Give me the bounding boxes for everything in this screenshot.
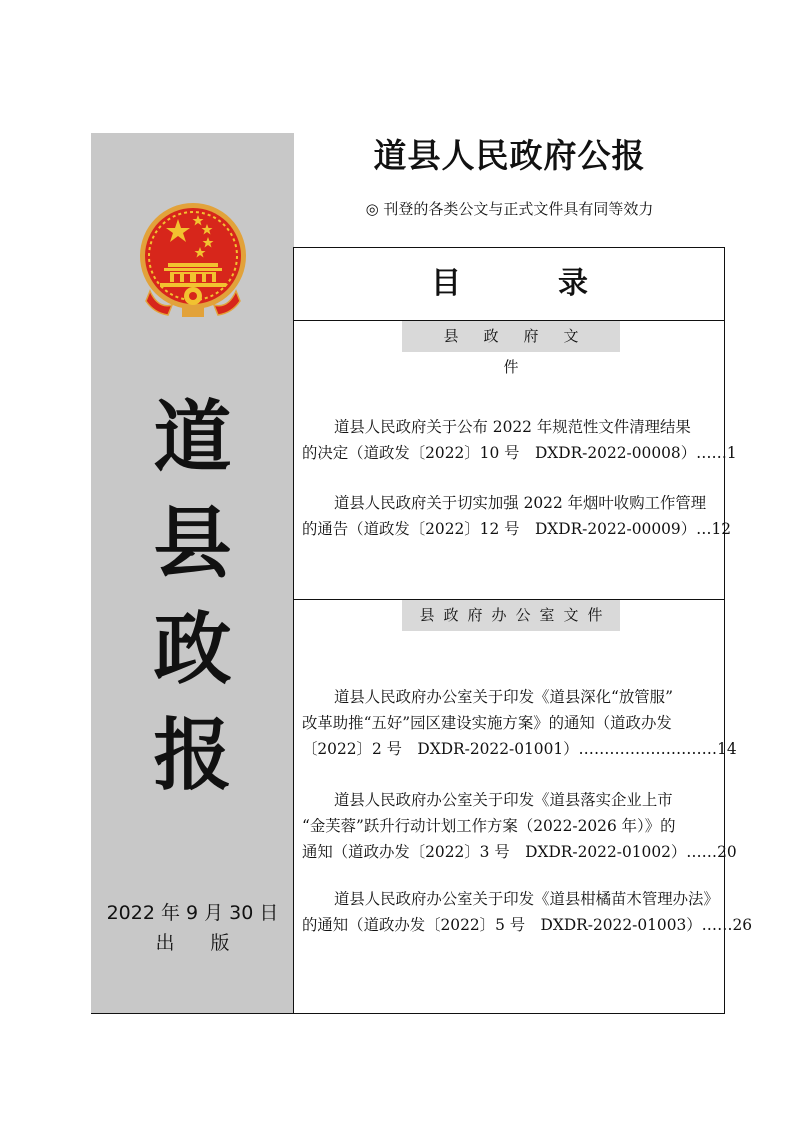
toc-entry-line: 道县人民政府办公室关于印发《道县柑橘苗木管理办法》 (334, 890, 719, 908)
left-sidebar (91, 133, 294, 1014)
toc-entry-line: 的决定（道政发〔2022〕10 号 DXDR-2022-00008）……1 (302, 444, 737, 462)
toc-entry-line: 道县人民政府关于公布 2022 年规范性文件清理结果 (334, 418, 691, 436)
vertical-title (91, 385, 294, 809)
toc-entry-line: 〔2022〕2 号 DXDR-2022-01001）………………………14 (302, 740, 737, 758)
toc-heading-char: 录 (558, 266, 588, 301)
toc-entry-line: 通知（道政办发〔2022〕3 号 DXDR-2022-01002）……20 (302, 843, 737, 861)
toc-entry-line: 道县人民政府关于切实加强 2022 年烟叶收购工作管理 (334, 494, 707, 512)
publication-label: 出版 (155, 932, 266, 954)
toc-entry-line: 改革助推“五好”园区建设实施方案》的通知（道政办发 (302, 714, 672, 732)
page-title: 道县人民政府公报 (373, 136, 646, 175)
toc-entry[interactable] (302, 414, 737, 466)
vertical-title-char: 县 (153, 498, 232, 589)
toc-heading-char: 目 (431, 266, 461, 301)
toc-entry[interactable] (302, 684, 737, 762)
national-emblem-icon (138, 201, 248, 323)
toc-entry-line: 道县人民政府办公室关于印发《道县深化“放管服” (334, 688, 673, 706)
section-label-county-government: 县政府文件 (402, 321, 620, 352)
toc-heading (294, 248, 724, 321)
vertical-title-char: 政 (153, 604, 232, 695)
toc-entry[interactable] (302, 787, 737, 865)
publication-info (91, 898, 294, 958)
section-label-county-office: 县政府办公室文件 (402, 600, 620, 631)
bottom-border (91, 1013, 725, 1014)
vertical-title-char: 道 (153, 392, 232, 483)
toc-entry-line: 道县人民政府办公室关于印发《道县落实企业上市 (334, 791, 673, 809)
toc-entry[interactable] (302, 886, 753, 938)
toc-entry-line: 的通告（道政发〔2022〕12 号 DXDR-2022-00009）…12 (302, 520, 732, 538)
table-of-contents (293, 247, 753, 1013)
toc-entry-line: 的通知（道政办发〔2022〕5 号 DXDR-2022-01003）……26 (302, 916, 753, 934)
toc-entry-line: “金芙蓉”跃升行动计划工作方案（2022-2026 年）》的 (302, 817, 676, 835)
validity-notice: ◎ 刊登的各类公文与正式文件具有同等效力 (365, 200, 654, 218)
publication-date: 2022 年 9 月 30 日 (106, 902, 279, 924)
toc-entry[interactable] (302, 490, 732, 542)
vertical-title-char: 报 (153, 710, 232, 801)
